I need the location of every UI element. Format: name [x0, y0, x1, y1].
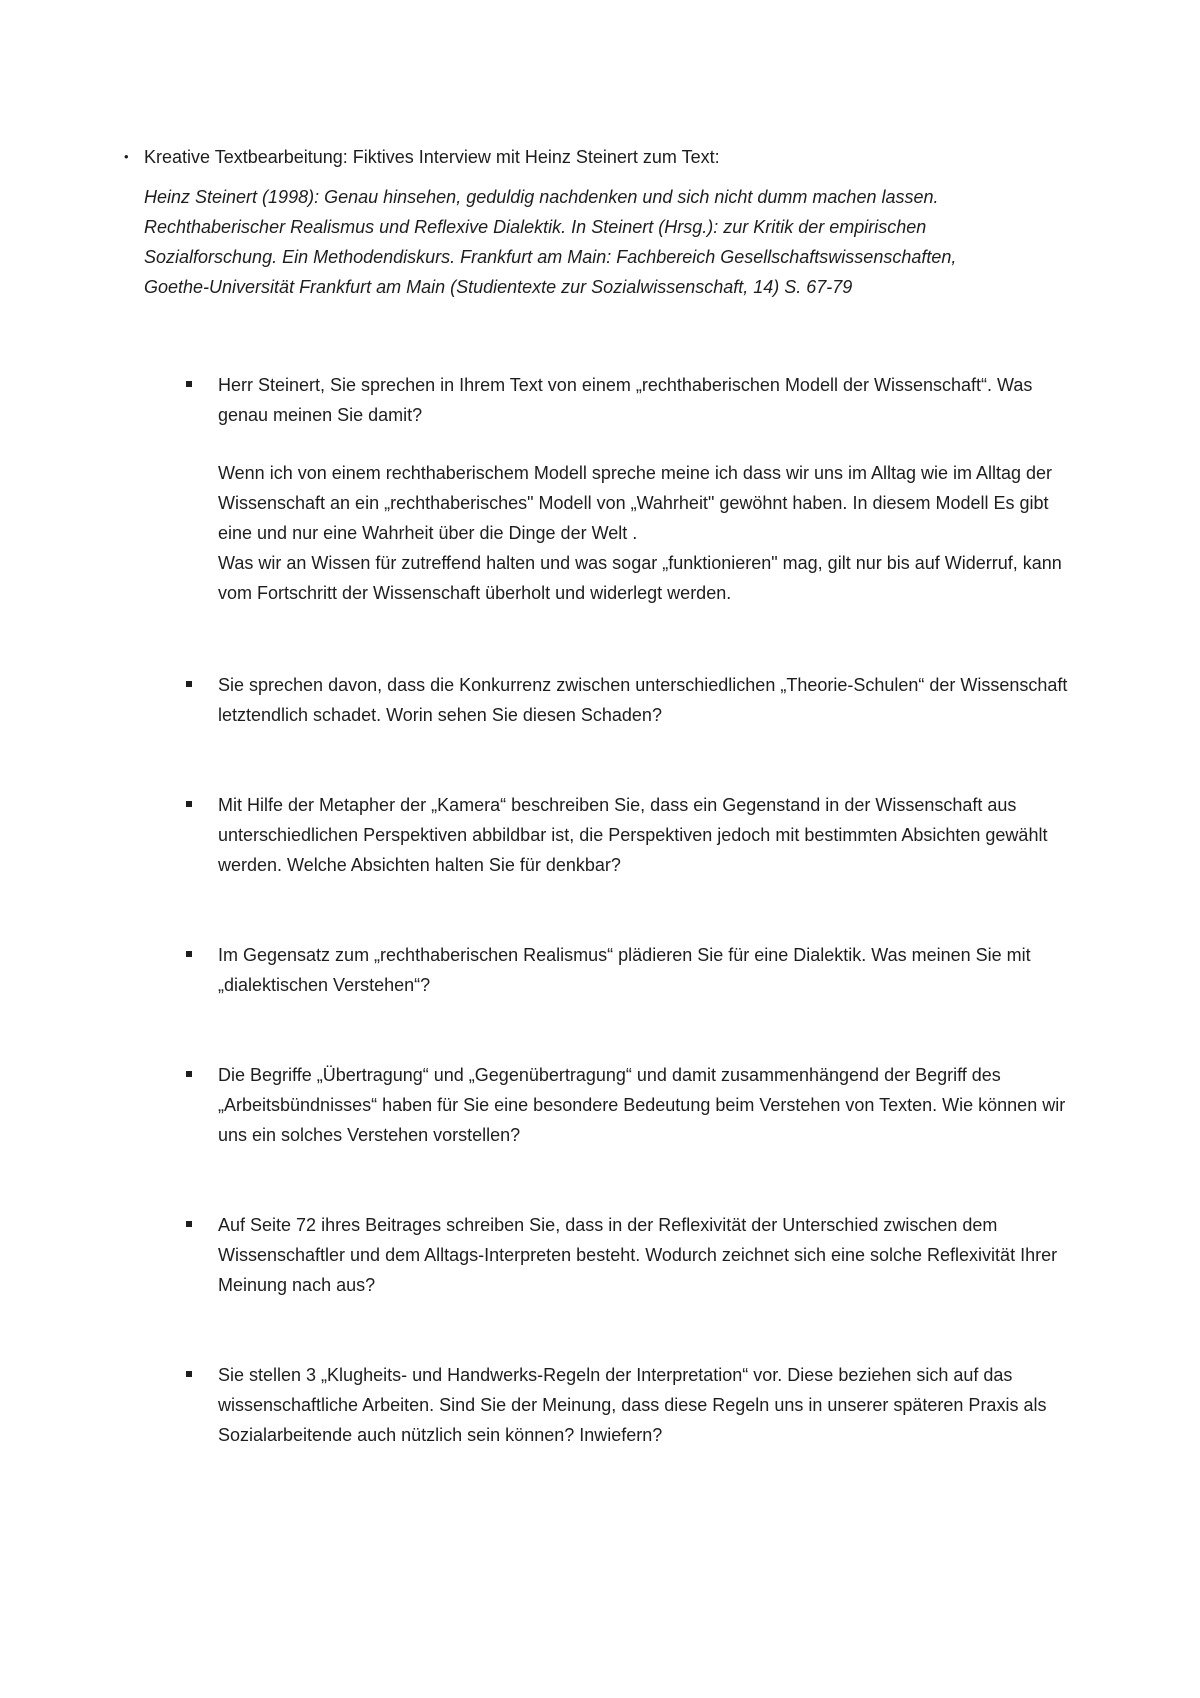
question-item — [186, 670, 1076, 730]
square-bullet-icon — [186, 381, 192, 387]
square-bullet-icon — [186, 951, 192, 957]
square-bullet-icon — [186, 681, 192, 687]
answer-paragraph: Wenn ich von einem rechthaberischem Modell spreche meine ich dass wir uns im Alltag wie im Alltag der Wissenschaft an ein „rechthaberisches" Modell von „Wahrheit" gewöhnt haben. In diesem Modell Es gibt eine und nur eine Wahrheit über die Dinge der Welt . — [218, 463, 1053, 543]
citation-line: Sozialforschung. Ein Methodendiskurs. Frankfurt am Main: Fachbereich Gesellschaftswissenschaften, — [144, 247, 957, 267]
square-bullet-icon — [186, 1221, 192, 1227]
interview-question-list — [186, 370, 1076, 1510]
answer-paragraph: Was wir an Wissen für zutreffend halten und was sogar „funktionieren" mag, gilt nur bis auf Widerruf, kann vom Fortschritt der Wissenschaft überholt und widerlegt werden. — [218, 553, 1062, 603]
question-item — [186, 790, 1076, 880]
question-text: Mit Hilfe der Metapher der „Kamera“ beschreiben Sie, dass ein Gegenstand in der Wissenschaft aus unterschiedlichen Perspektiven abbildbar ist, die Perspektiven jedoch mit bestimmten Absichten gewählt werden. Welche Absichten halten Sie für denkbar? — [218, 795, 1048, 875]
citation-line: Goethe-Universität Frankfurt am Main (Studientexte zur Sozialwissenschaft, 14) S. 67-79 — [144, 277, 853, 297]
square-bullet-icon — [186, 801, 192, 807]
question-text: Sie stellen 3 „Klugheits- und Handwerks-Regeln der Interpretation“ vor. Diese beziehen sich auf das wissenschaftliche Arbeiten. Sind Sie der Meinung, dass diese Regeln uns in unserer späteren Praxis als Sozialarbeitende auch nützlich sein können? Inwiefern? — [218, 1365, 1047, 1445]
question-text: Auf Seite 72 ihres Beitrages schreiben Sie, dass in der Reflexivität der Unterschied zwischen dem Wissenschaftler und dem Alltags-Interpreten besteht. Wodurch zeichnet sich eine solche Reflexivität Ihrer Meinung nach aus? — [218, 1215, 1058, 1295]
question-text: Die Begriffe „Übertragung“ und „Gegenübertragung“ und damit zusammenhängend der Begriff des „Arbeitsbündnisses“ haben für Sie eine besondere Bedeutung beim Verstehen von Texten. Wie können wir uns ein solches Verstehen vorstellen? — [218, 1065, 1066, 1145]
top-bullet-item — [126, 146, 1086, 302]
question-item — [186, 370, 1076, 608]
square-bullet-icon — [186, 1371, 192, 1377]
square-bullet-icon — [186, 1071, 192, 1077]
question-item — [186, 1060, 1076, 1150]
question-item — [186, 940, 1076, 1000]
bullet-icon: • — [124, 149, 129, 164]
question-item — [186, 1210, 1076, 1300]
citation-line: Rechthaberischer Realismus und Reflexive Dialektik. In Steinert (Hrsg.): zur Kritik der empirischen — [144, 217, 927, 237]
answer-text — [218, 458, 1076, 608]
citation — [144, 182, 1044, 302]
citation-line: Heinz Steinert (1998): Genau hinsehen, geduldig nachdenken und sich nicht dumm machen lassen. — [144, 187, 939, 207]
assignment-heading: Kreative Textbearbeitung: Fiktives Interview mit Heinz Steinert zum Text: — [144, 147, 720, 167]
question-text: Im Gegensatz zum „rechthaberischen Realismus“ plädieren Sie für eine Dialektik. Was meinen Sie mit „dialektischen Verstehen“? — [218, 945, 1031, 995]
question-text: Herr Steinert, Sie sprechen in Ihrem Text von einem „rechthaberischen Modell der Wissenschaft“. Was genau meinen Sie damit? — [218, 375, 1033, 425]
question-item — [186, 1360, 1076, 1450]
question-text: Sie sprechen davon, dass die Konkurrenz zwischen unterschiedlichen „Theorie-Schulen“ der Wissenschaft letztendlich schadet. Worin sehen Sie diesen Schaden? — [218, 675, 1068, 725]
